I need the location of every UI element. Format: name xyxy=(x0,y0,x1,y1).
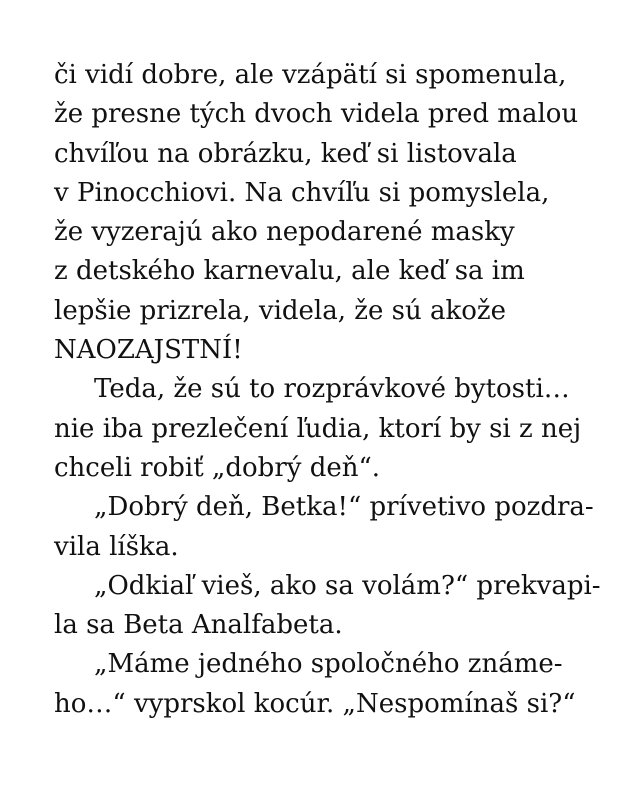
text-line: lepšie prizrela, videla, že sú akože xyxy=(54,295,506,326)
text-line: či vidí dobre, ale vzápätí si spomenula, xyxy=(54,60,567,90)
text-line: Teda, že sú to rozprávkové bytosti… xyxy=(94,374,570,405)
text-line: NAOZAJSTNÍ! xyxy=(54,335,243,366)
text-line: že presne tých dvoch videla pred malou xyxy=(54,99,579,130)
text-line: „Dobrý deň, Betka!“ prívetivo pozdra- xyxy=(94,492,594,523)
text-line: „Máme jedného spoločného známe- xyxy=(94,649,563,680)
text-line: la sa Beta Analfabeta. xyxy=(54,610,343,641)
text-line: „Odkiaľ vieš, ako sa volám?“ prekvapi- xyxy=(94,570,601,601)
text-line: v Pinocchiovi. Na chvíľu si pomyslela, xyxy=(54,177,550,208)
text-line: chvíľou na obrázku, keď si listovala xyxy=(54,138,517,169)
text-line: nie iba prezlečení ľudia, ktorí by si z nej xyxy=(54,413,582,444)
text-line: chceli robiť „dobrý deň“. xyxy=(54,452,381,483)
text-line: vila líška. xyxy=(54,531,179,562)
text-line: ho…“ vyprskol kocúr. „Nespomínaš si?“ xyxy=(54,688,576,719)
body-text xyxy=(54,56,610,724)
text-line: z detského karnevalu, ale keď sa im xyxy=(54,256,525,287)
text-line: že vyzerajú ako nepodarené masky xyxy=(54,217,515,248)
